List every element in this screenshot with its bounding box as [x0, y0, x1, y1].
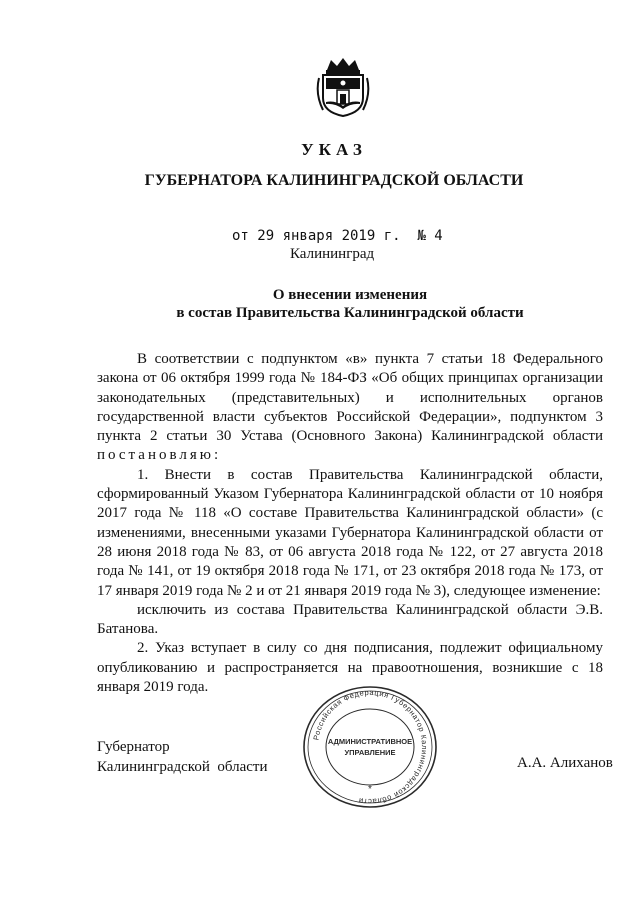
seal-center-line-2: УПРАВЛЕНИЕ — [344, 748, 396, 757]
signatory-name: А.А. Алиханов — [517, 755, 613, 771]
seal-center-line-1: АДМИНИСТРАТИВНОЕ — [327, 737, 413, 746]
seal-ring-text: Российская Федерация Губернатор Калининградской области — [311, 687, 430, 807]
seal-star: * — [368, 784, 372, 795]
preamble-text: В соответствии с подпунктом «в» пункта 7 статьи 18 Федерального закона от 06 октября 1999 года № 184-ФЗ «Об общих принципах организации законодательных (представительных) и исполнительных органов государственной власти субъектов Российской Федерации», подпунктом 3 пункта 2 статьи 30 Устава (Основного Закона) Калининградской области — [97, 351, 603, 445]
city-label: Калининград — [290, 246, 375, 262]
official-seal-icon — [300, 684, 440, 810]
subject-line-1: О внесении изменения — [272, 287, 428, 303]
clause-2-paragraph: 2. Указ вступает в силу со дня подписания, подлежит официальному опубликованию и распространяется на правоотношения, возникшие с 18 января 2019 года. — [97, 640, 603, 696]
clause-1-paragraph: 1. Внести в состав Правительства Калининградской области, сформированный Указом Губернатора Калининградской области от 10 ноября 2017 года № 118 «О составе Правительства Калининградской области» (с изменениями, внесенными указами Губернатора Калининградской области от 28 июня 2018 года № 83, от 06 августа 2018 года № 122, от 27 августа 2018 года № 141, от 19 октября 2018 года № 171, от 23 октября 2018 года № 173, от 17 января 2019 года № 2 и от 21 января 2019 года № 3), следующее изменение: — [97, 466, 603, 599]
decree-word: постановляю: — [97, 447, 222, 464]
date-number-line: от 29 января 2019 г. № 4 — [232, 228, 443, 244]
doc-type-heading: УКАЗ — [301, 140, 367, 159]
signatory-title-line-2: Калининградской области — [97, 759, 268, 775]
signatory-title-line-1: Губернатор — [97, 739, 170, 755]
coat-of-arms-icon — [315, 56, 371, 118]
preamble-paragraph — [97, 350, 603, 466]
decree-body — [97, 350, 603, 697]
issuer-heading: ГУБЕРНАТОРА КАЛИНИНГРАДСКОЙ ОБЛАСТИ — [144, 172, 524, 189]
signatory-title — [97, 737, 268, 777]
subject-line-2: в состав Правительства Калининградской области — [176, 305, 524, 321]
change-paragraph: исключить из состава Правительства Калининградской области Э.В. Батанова. — [97, 601, 603, 638]
